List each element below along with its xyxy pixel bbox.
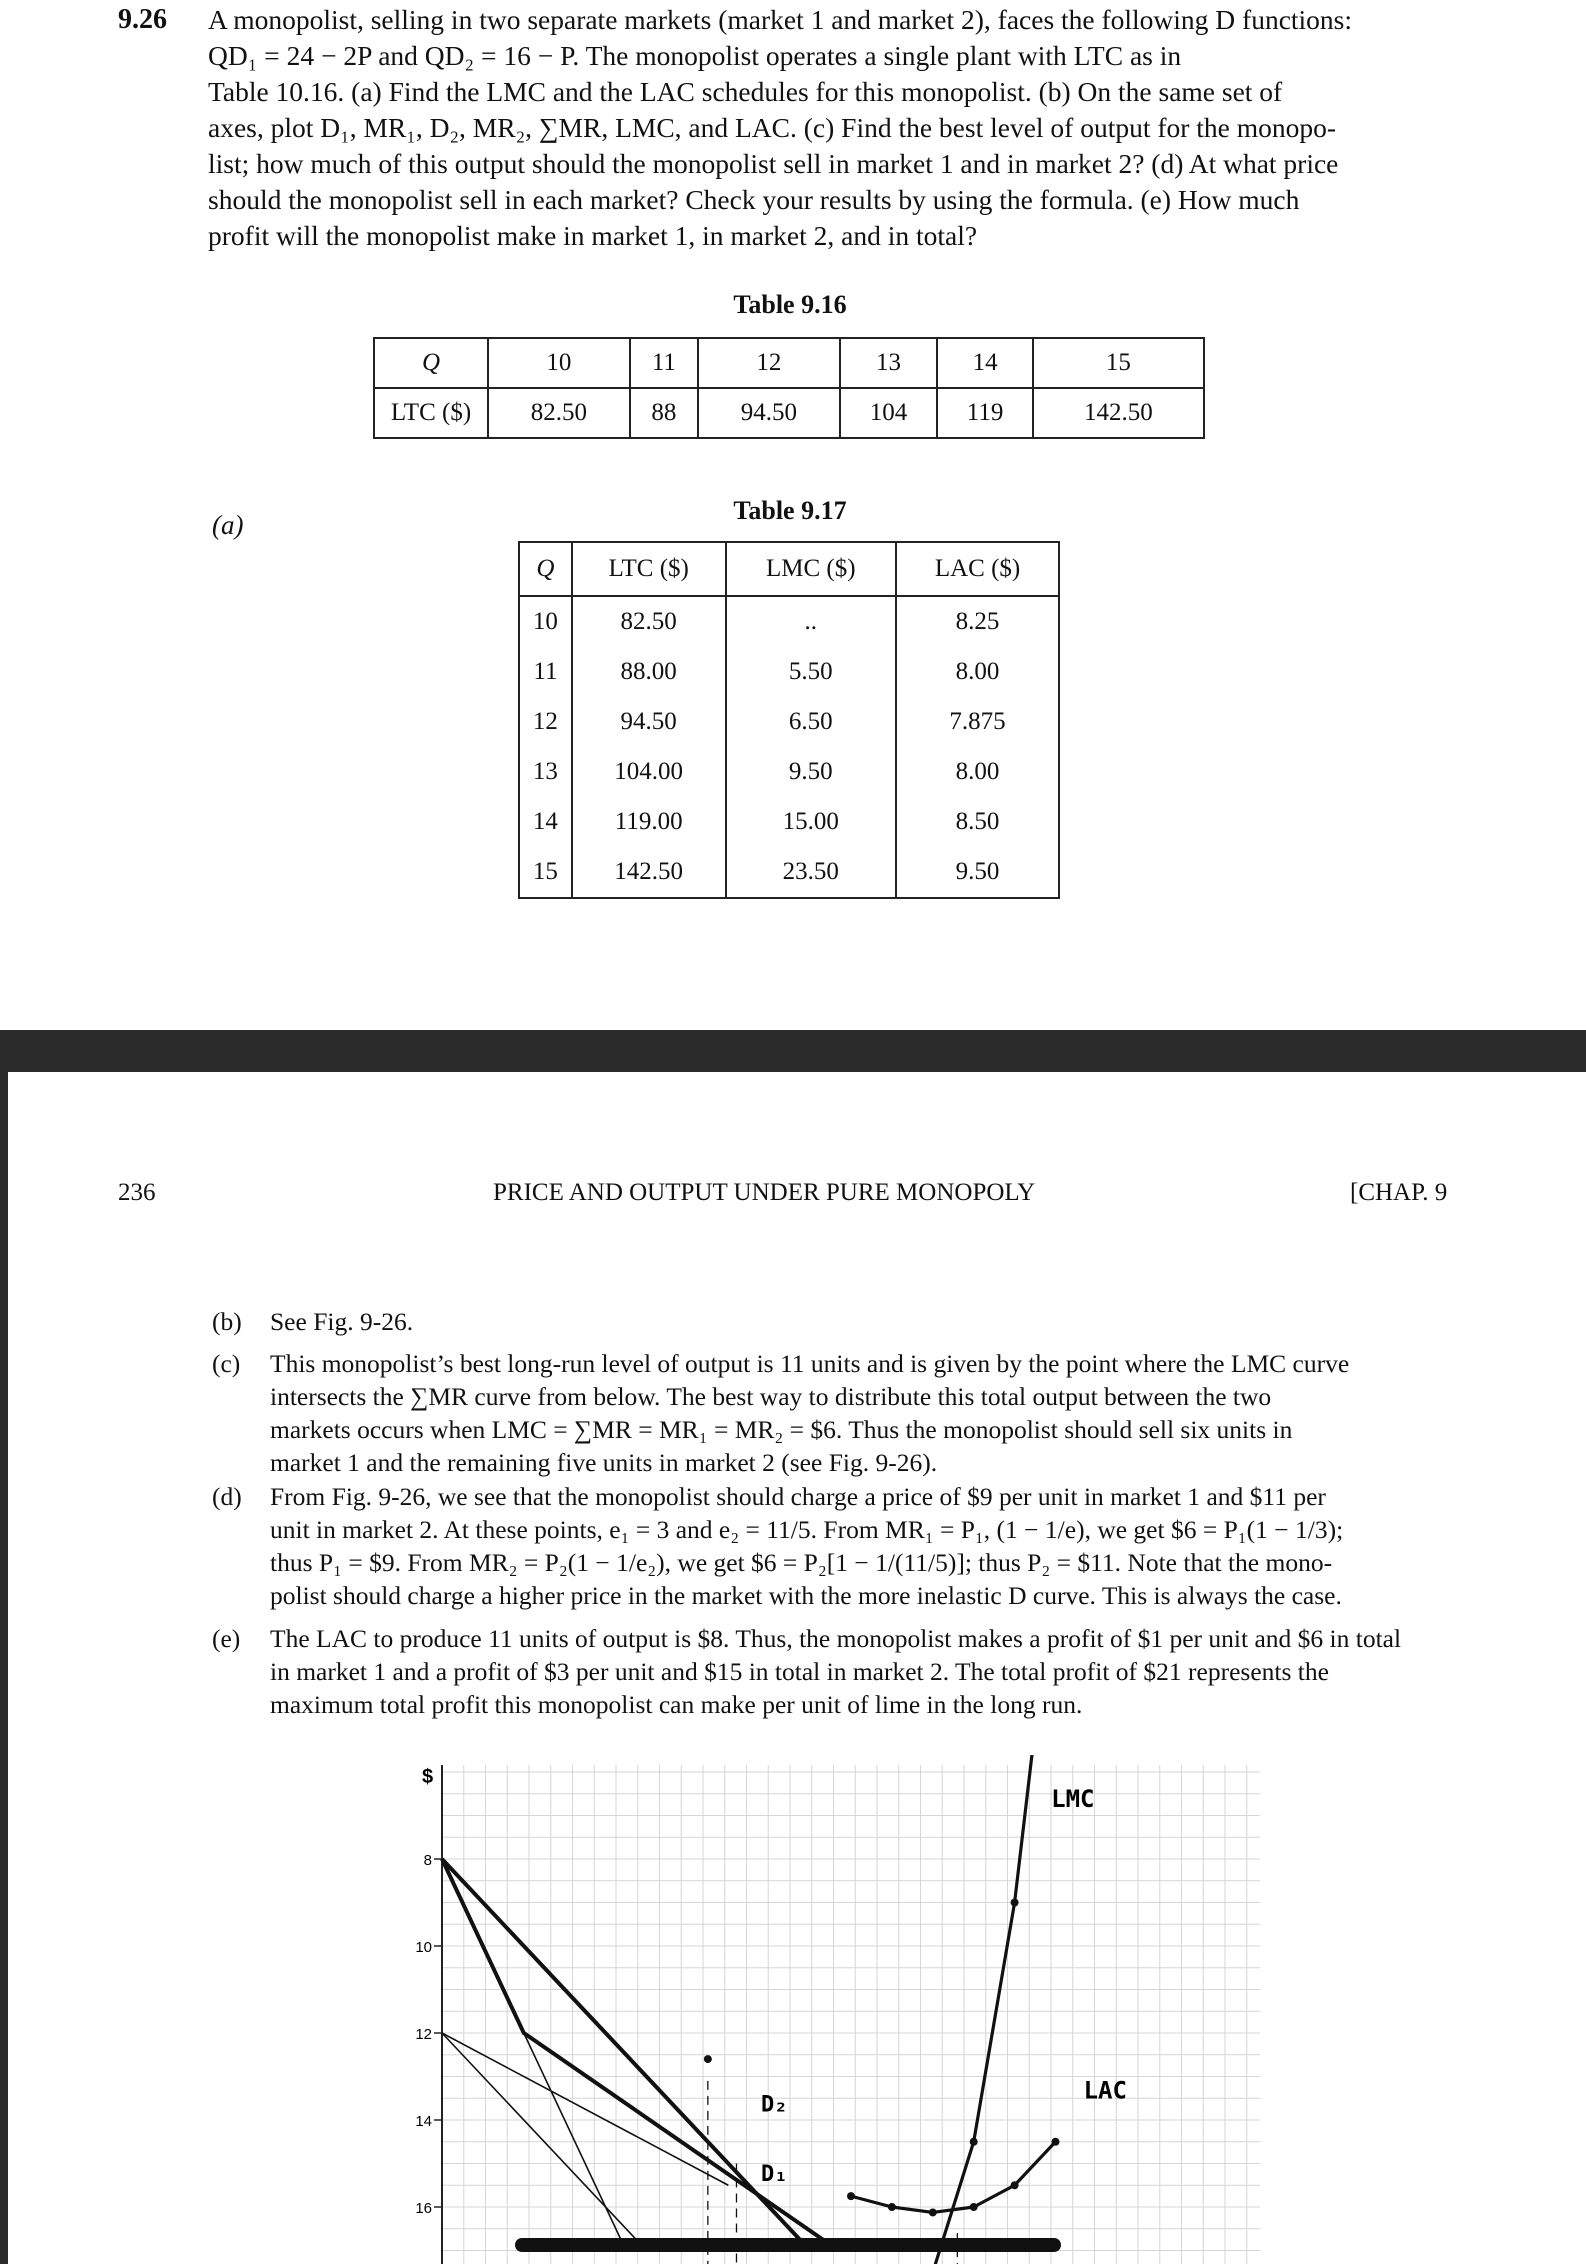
table-row bbox=[374, 338, 1204, 388]
answer-label: (b) bbox=[212, 1307, 242, 1336]
table-cell: 104 bbox=[840, 388, 938, 438]
running-title: PRICE AND OUTPUT UNDER PURE MONOPOLY bbox=[493, 1179, 1036, 1206]
problem-line: list; how much of this output should the monopolist sell in market 1 and in market 2? (d) At what price bbox=[208, 148, 1339, 179]
lmc-label: LMC bbox=[1051, 1784, 1095, 1813]
table-row bbox=[519, 647, 1059, 697]
table-cell: 8.25 bbox=[955, 608, 1000, 635]
table-cell: .. bbox=[726, 596, 897, 647]
curve-point bbox=[1052, 2138, 1060, 2146]
table17-caption: Table 9.17 bbox=[733, 496, 847, 525]
table-cell: 9.50 bbox=[955, 858, 1000, 885]
table-cell: 119.00 bbox=[572, 797, 726, 847]
table-cell: 8.50 bbox=[955, 808, 1000, 835]
answer-line: This monopolist’s best long-run level of output is 11 units and is given by the point where the LMC curve bbox=[270, 1349, 1350, 1378]
curve-point bbox=[847, 2192, 855, 2200]
page-one bbox=[0, 0, 1586, 1030]
chart-axes bbox=[415, 1765, 442, 2264]
chart-curves bbox=[442, 1755, 1060, 2264]
problem-line: axes, plot D₁, MR₁, D₂, MR₂, ∑MR, LMC, and LAC. (c) Find the best level of output for the monopo- bbox=[208, 112, 1337, 143]
table-cell: 142.50 bbox=[572, 847, 726, 898]
problem-line: Table 10.16. (a) Find the LMC and the LAC schedules for this monopolist. (b) On the same set of bbox=[208, 76, 1283, 107]
table-cell: 13 bbox=[840, 338, 938, 388]
d2-label: D₂ bbox=[761, 2092, 788, 2118]
figure-9-26 bbox=[360, 1755, 1280, 2264]
page-number: 236 bbox=[118, 1179, 156, 1206]
page-separator bbox=[0, 1030, 1586, 1072]
d1-label: D₁ bbox=[761, 2161, 788, 2187]
answer-line: markets occurs when LMC = ∑MR = MR₁ = MR₂ = $6. Thus the monopolist should sell six units in bbox=[270, 1415, 1293, 1444]
table-cell: 14 bbox=[519, 797, 572, 847]
table17 bbox=[518, 541, 1060, 899]
answer-label: (e) bbox=[212, 1624, 241, 1653]
table-cell: 94.50 bbox=[572, 697, 726, 747]
answer-line: in market 1 and a profit of $3 per unit and $15 in total in market 2. The total profit of $21 represents the bbox=[270, 1657, 1329, 1686]
column-header: LTC ($) bbox=[572, 542, 726, 596]
answer-label: (c) bbox=[212, 1349, 241, 1378]
lac-label: LAC bbox=[1083, 2076, 1127, 2105]
row-label: Q bbox=[374, 338, 488, 388]
table-cell: 11 bbox=[630, 338, 698, 388]
table-header-row bbox=[519, 542, 1059, 596]
y-tick-label: 12 bbox=[415, 2026, 432, 2043]
answer-text bbox=[270, 1347, 1458, 1479]
table-cell: 8.00 bbox=[955, 758, 1000, 785]
table-cell: 88 bbox=[630, 388, 698, 438]
chapter-label: [CHAP. 9 bbox=[1350, 1179, 1448, 1206]
table-cell: 8.00 bbox=[955, 658, 1000, 685]
table-cell: 142.50 bbox=[1033, 388, 1204, 438]
table16 bbox=[373, 337, 1205, 439]
column-header: Q bbox=[519, 542, 572, 596]
curve-point bbox=[970, 2138, 978, 2146]
answer-line: market 1 and the remaining five units in market 2 (see Fig. 9-26). bbox=[270, 1448, 938, 1477]
answer-line: intersects the ∑MR curve from below. The best way to distribute this total output between the two bbox=[270, 1382, 1272, 1411]
answer-line: See Fig. 9-26. bbox=[270, 1307, 414, 1336]
table-row bbox=[519, 797, 1059, 847]
table-cell: 119 bbox=[937, 388, 1032, 438]
answer-text bbox=[270, 1305, 1458, 1338]
y-tick-label: 10 bbox=[415, 1939, 432, 1956]
table-cell: 10 bbox=[488, 338, 630, 388]
curve-point bbox=[888, 2203, 896, 2211]
table-cell: 88.00 bbox=[572, 647, 726, 697]
chart-grid bbox=[442, 1765, 1260, 2264]
table-cell: 94.50 bbox=[698, 388, 840, 438]
table-cell: 11 bbox=[519, 647, 572, 697]
table-cell: 13 bbox=[519, 747, 572, 797]
problem-line: QD₁ = 24 − 2P and QD₂ = 16 − P. The monopolist operates a single plant with LTC as in bbox=[208, 40, 1182, 71]
problem-line: profit will the monopolist make in market 1, in market 2, and in total? bbox=[208, 220, 978, 251]
table-cell: 7.875 bbox=[949, 708, 1006, 735]
scroll-indicator[interactable] bbox=[515, 2238, 1061, 2252]
table-row bbox=[519, 697, 1059, 747]
answer-line: The LAC to produce 11 units of output is $8. Thus, the monopolist makes a profit of $1 per unit and $6 in total bbox=[270, 1624, 1402, 1653]
table-cell: 104.00 bbox=[572, 747, 726, 797]
row-label: LTC ($) bbox=[374, 388, 488, 438]
answer-line: polist should charge a higher price in the market with the more inelastic D curve. This is always the case. bbox=[270, 1581, 1342, 1610]
column-header: LMC ($) bbox=[726, 542, 897, 596]
curve-point bbox=[929, 2208, 937, 2216]
answer-text bbox=[270, 1622, 1458, 1721]
table-cell: 12 bbox=[519, 697, 572, 747]
table-row bbox=[374, 388, 1204, 438]
answer-line: thus P₁ = $9. From MR₂ = P₂(1 − 1/e₂), we get $6 = P₂[1 − 1/(11/5)]; thus P₂ = $11. Note that the mono- bbox=[270, 1548, 1333, 1577]
table-cell: 9.50 bbox=[726, 747, 897, 797]
problem-line: A monopolist, selling in two separate markets (market 1 and market 2), faces the following D functions: bbox=[208, 4, 1353, 35]
table-cell: 15.00 bbox=[726, 797, 897, 847]
answer-line: unit in market 2. At these points, e₁ = 3 and e₂ = 11/5. From MR₁ = P₁, (1 − 1/e), we get $6 = P₁(1 − 1/3); bbox=[270, 1515, 1344, 1544]
curve-point bbox=[1011, 1899, 1019, 1907]
curve-point bbox=[970, 2203, 978, 2211]
table-cell: 82.50 bbox=[488, 388, 630, 438]
answer-text bbox=[270, 1480, 1458, 1612]
y-tick-label: 14 bbox=[415, 2113, 432, 2130]
table-cell: 15 bbox=[1033, 338, 1204, 388]
problem-text bbox=[208, 2, 1460, 254]
problem-line: should the monopolist sell in each market? Check your results by using the formula. (e) How much bbox=[208, 184, 1300, 215]
table-row bbox=[519, 847, 1059, 898]
table-cell: 14 bbox=[937, 338, 1032, 388]
table16-caption: Table 9.16 bbox=[733, 290, 847, 319]
problem-number: 9.26 bbox=[118, 4, 167, 35]
table-cell: 5.50 bbox=[726, 647, 897, 697]
y-axis-label: $ bbox=[422, 1766, 434, 1788]
table-cell: 12 bbox=[698, 338, 840, 388]
table-row bbox=[519, 596, 1059, 647]
table-row bbox=[519, 747, 1059, 797]
answer-label: (d) bbox=[212, 1482, 242, 1511]
part-a-label: (a) bbox=[212, 510, 244, 540]
table-cell: 6.50 bbox=[726, 697, 897, 747]
chart-labels bbox=[761, 1785, 1127, 2187]
answer-line: maximum total profit this monopolist can make per unit of lime in the long run. bbox=[270, 1690, 1083, 1719]
page-separator-edge bbox=[0, 1030, 8, 2264]
table-cell: 15 bbox=[519, 847, 572, 898]
y-tick-label: 8 bbox=[423, 1852, 432, 1869]
answer-line: From Fig. 9-26, we see that the monopolist should charge a price of $9 per unit in market 1 and $11 per bbox=[270, 1482, 1326, 1511]
column-header: LAC ($) bbox=[896, 542, 1059, 596]
table-cell: 82.50 bbox=[572, 596, 726, 647]
y-tick-label: 16 bbox=[415, 2200, 432, 2217]
table-cell: 10 bbox=[519, 596, 572, 647]
table-cell: 23.50 bbox=[726, 847, 897, 898]
curve-point bbox=[704, 2055, 712, 2063]
curve-point bbox=[1011, 2181, 1019, 2189]
